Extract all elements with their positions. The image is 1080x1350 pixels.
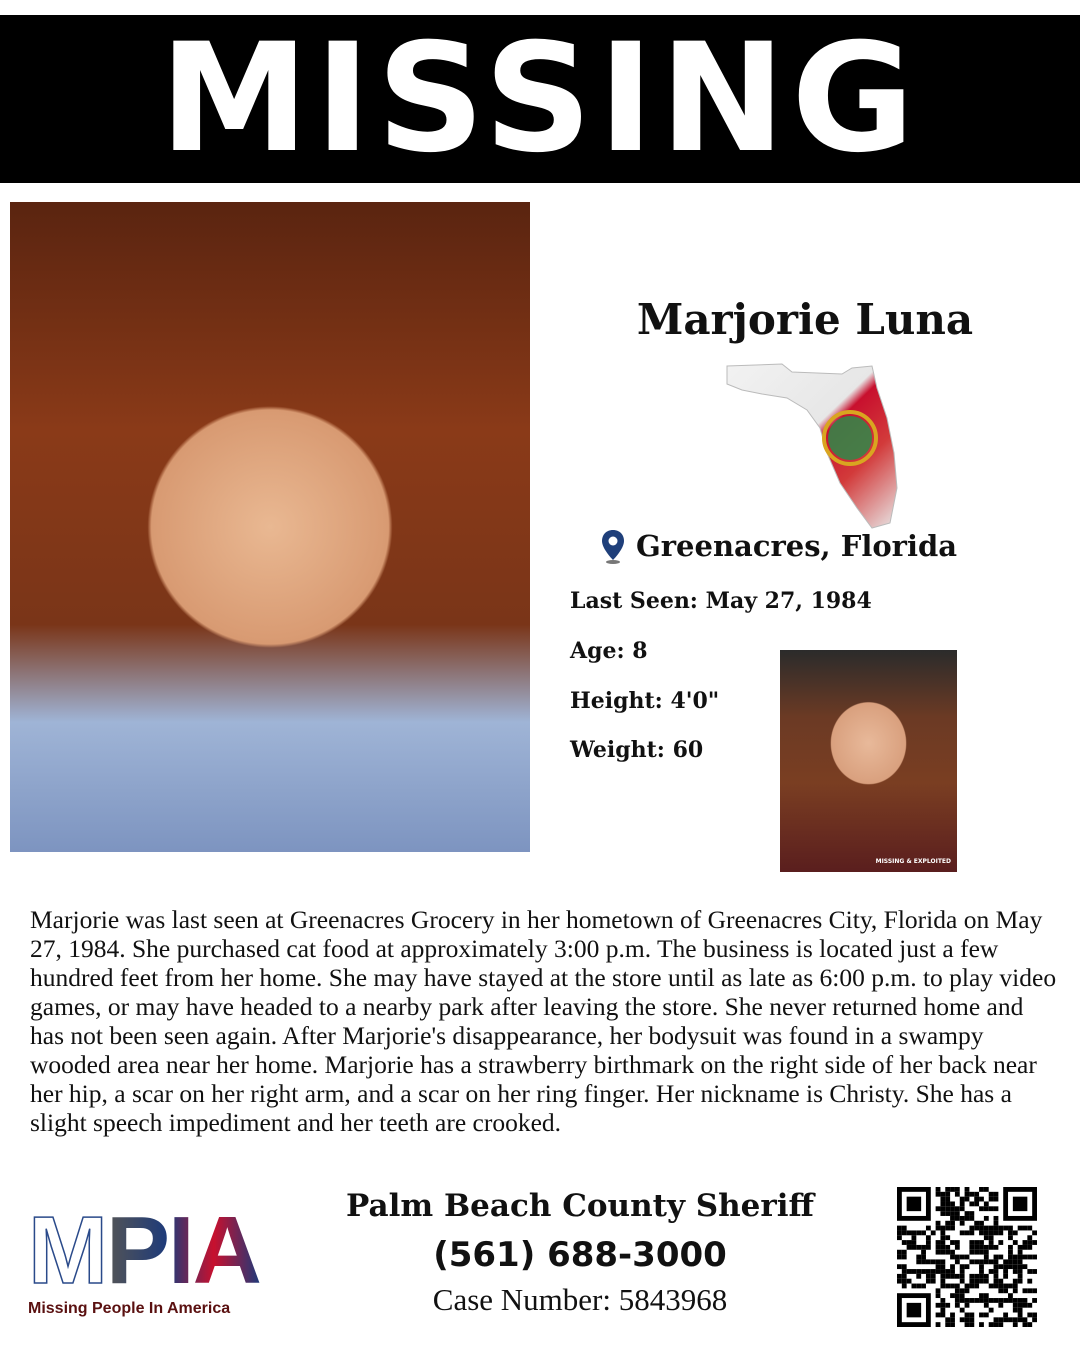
height: Height: 4'0" [570,688,720,714]
location [600,528,957,564]
age-progressed-photo [780,650,957,872]
map-pin-icon [600,528,626,564]
logo-tagline: Missing People In America [28,1300,231,1317]
mpia-logo: MPIA Missing People In America [28,1208,278,1323]
missing-banner [0,12,1080,186]
person-name: Marjorie Luna [636,295,974,344]
location-text: Greenacres, Florida [636,529,958,563]
agency-phone: (561) 688-3000 [433,1235,727,1275]
age: Age: 8 [570,638,648,664]
case-number: Case Number: 5843968 [432,1282,728,1317]
weight: Weight: 60 [570,737,704,763]
florida-map-icon [722,358,902,533]
ncmec-logo: MISSING & EXPLOITED [875,858,951,866]
child-photo [10,202,530,852]
banner-title: MISSING [159,12,921,186]
qr-code[interactable] [897,1187,1037,1327]
case-description: Marjorie was last seen at Greenacres Grocery in her hometown of Greenacres City, Florida on May 27, 1984. She purchased cat food at approximately 3:00 p.m. The business is located just a few hundred feet from her home. She may have stayed at the store until as late as 6:00 p.m. to play video games, or may have headed to a nearby park after leaving the store. She never returned home and has not been seen again. After Marjorie's disappearance, her bodysuit was found in a swampy wooded area near her home. Marjorie has a strawberry birthmark on the right side of her back near her hip, a scar on her right arm, and a scar on her ring finger. Her nickname is Christy. She has a slight speech impediment and her teeth are crooked. [30,905,1057,1137]
last-seen: Last Seen: May 27, 1984 [570,588,872,614]
agency-name: Palm Beach County Sheriff [346,1188,814,1224]
